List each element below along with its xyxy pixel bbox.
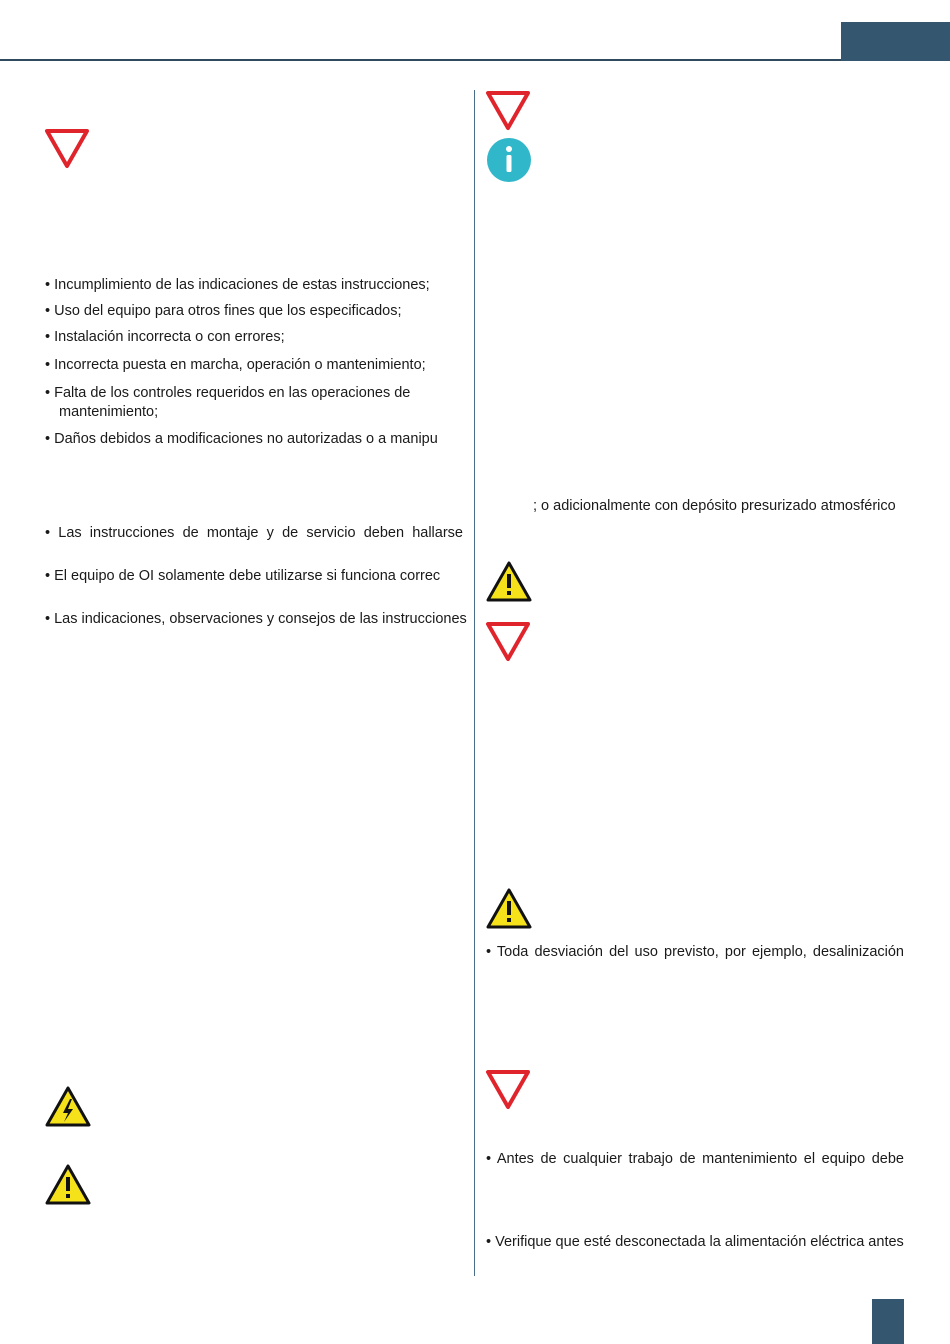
left-list1-item-2: • Uso del equipo para otros fines que los especificados; xyxy=(45,303,402,319)
left-list1-item-1: • Incumplimiento de las indicaciones de estas instrucciones; xyxy=(45,277,430,293)
left-list1-item-6: • Daños debidos a modificaciones no autorizadas o a manipu xyxy=(45,431,438,447)
warning-triangle-icon xyxy=(44,1163,92,1206)
right-bullet-maintenance: • Antes de cualquier trabajo de mantenimiento el equipo debe xyxy=(486,1151,904,1167)
yield-triangle-icon xyxy=(44,128,90,170)
right-note-reservoir: ; o adicionalmente con depósito presurizado atmosférico xyxy=(533,498,896,514)
column-divider xyxy=(474,90,475,1276)
left-list2-item-3: • Las indicaciones, observaciones y consejos de las instrucciones xyxy=(45,611,467,627)
right-bullet-power: • Verifique que esté desconectada la alimentación eléctrica antes xyxy=(486,1234,904,1250)
header-rule xyxy=(0,59,950,61)
left-list2-item-2: • El equipo de OI solamente debe utilizarse si funciona correc xyxy=(45,568,441,584)
left-list2-item-1: • Las instrucciones de montaje y de servicio deben hallarse xyxy=(45,525,463,541)
header-tab xyxy=(841,22,950,61)
warning-triangle-icon xyxy=(485,887,533,930)
electric-hazard-icon xyxy=(44,1085,92,1128)
info-icon xyxy=(486,137,532,183)
left-list1-item-5-cont: mantenimiento; xyxy=(59,404,159,420)
yield-triangle-icon xyxy=(485,621,531,663)
left-list1-item-4: • Incorrecta puesta en marcha, operación o mantenimiento; xyxy=(45,357,426,373)
page-number-tab xyxy=(872,1299,904,1344)
yield-triangle-icon xyxy=(485,90,531,132)
yield-triangle-icon xyxy=(485,1069,531,1111)
left-list1-item-5: • Falta de los controles requeridos en las operaciones de xyxy=(45,385,411,401)
left-list1-item-3: • Instalación incorrecta o con errores; xyxy=(45,329,285,345)
warning-triangle-icon xyxy=(485,560,533,603)
right-bullet-deviation: • Toda desviación del uso previsto, por ejemplo, desalinización xyxy=(486,944,904,960)
